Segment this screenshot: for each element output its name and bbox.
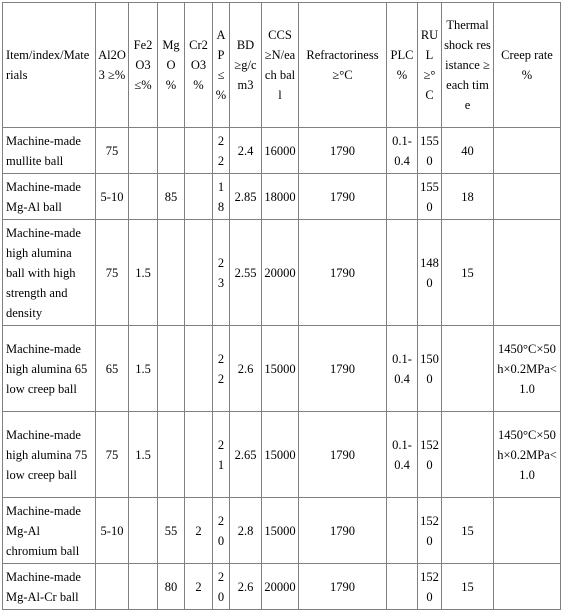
- table-cell: 1480: [418, 220, 442, 326]
- header-creep-rate: Creep rate %: [494, 3, 561, 128]
- table-cell: 1500: [418, 326, 442, 412]
- table-cell: 75: [96, 128, 129, 174]
- table-cell: 65: [96, 326, 129, 412]
- header-thermal-shock: Thermal shock resistance ≥each time: [442, 3, 494, 128]
- table-cell: 18: [213, 174, 230, 220]
- table-cell: [185, 174, 213, 220]
- header-cr2o3: Cr2O3 %: [185, 3, 213, 128]
- table-cell: 2.8: [230, 498, 262, 564]
- table-cell: 5-10: [96, 498, 129, 564]
- table-cell: [96, 564, 129, 610]
- table-cell: 1550: [418, 174, 442, 220]
- header-rul: RUL ≥°C: [418, 3, 442, 128]
- table-row: [3, 220, 561, 326]
- table-row: [3, 128, 561, 174]
- table-cell: 1520: [418, 412, 442, 498]
- header-ccs: CCS ≥N/each ball: [262, 3, 299, 128]
- header-item: Item/index/Materials: [3, 3, 96, 128]
- table-cell: 20: [213, 498, 230, 564]
- table-cell: 0.1-0.4: [387, 128, 418, 174]
- table-cell: 0.1-0.4: [387, 326, 418, 412]
- table-cell: [494, 220, 561, 326]
- table-cell: 1520: [418, 564, 442, 610]
- table-cell: 2.65: [230, 412, 262, 498]
- table-cell: 75: [96, 412, 129, 498]
- row-item-cell: Machine-made mullite ball: [3, 128, 96, 174]
- table-cell: [185, 412, 213, 498]
- header-ap: AP ≤ %: [213, 3, 230, 128]
- table-cell: 1790: [299, 326, 387, 412]
- header-refractoriness: Refractoriness≥°C: [299, 3, 387, 128]
- table-cell: [158, 128, 185, 174]
- table-cell: [129, 174, 158, 220]
- table-cell: 1550: [418, 128, 442, 174]
- table-cell: 1450°C×50h×0.2MPa<1.0: [494, 326, 561, 412]
- table-cell: 15: [442, 564, 494, 610]
- table-cell: 22: [213, 128, 230, 174]
- row-item-cell: Machine-made high alumina 65 low creep ball: [3, 326, 96, 412]
- table-cell: 20: [213, 564, 230, 610]
- header-al2o3: Al2O3 ≥%: [96, 3, 129, 128]
- table-cell: [129, 564, 158, 610]
- table-cell: 75: [96, 220, 129, 326]
- table-cell: 1.5: [129, 220, 158, 326]
- table-cell: 1790: [299, 174, 387, 220]
- table-cell: [494, 498, 561, 564]
- table-cell: 20000: [262, 564, 299, 610]
- table-cell: 15: [442, 220, 494, 326]
- table-row: [3, 412, 561, 498]
- table-cell: 2.85: [230, 174, 262, 220]
- table-cell: [494, 564, 561, 610]
- table-cell: 1450°C×50h×0.2MPa<1.0: [494, 412, 561, 498]
- table-cell: [158, 412, 185, 498]
- table-cell: 1790: [299, 412, 387, 498]
- table-cell: 2.6: [230, 326, 262, 412]
- table-cell: [185, 220, 213, 326]
- row-item-cell: Machine-made Mg-Al chromium ball: [3, 498, 96, 564]
- table-cell: 23: [213, 220, 230, 326]
- table-cell: [387, 564, 418, 610]
- table-cell: [158, 220, 185, 326]
- table-cell: 21: [213, 412, 230, 498]
- table-cell: 15000: [262, 498, 299, 564]
- header-bd: BD ≥g/cm3: [230, 3, 262, 128]
- table-cell: 5-10: [96, 174, 129, 220]
- table-cell: 1790: [299, 128, 387, 174]
- table-cell: 2: [185, 498, 213, 564]
- table-cell: [494, 128, 561, 174]
- table-cell: [494, 174, 561, 220]
- spec-table-container: [2, 2, 561, 610]
- table-cell: 2: [185, 564, 213, 610]
- table-cell: 80: [158, 564, 185, 610]
- table-cell: 85: [158, 174, 185, 220]
- table-cell: 15000: [262, 326, 299, 412]
- table-cell: 15000: [262, 412, 299, 498]
- table-cell: 55: [158, 498, 185, 564]
- table-cell: [158, 326, 185, 412]
- table-row: [3, 564, 561, 610]
- table-cell: 1790: [299, 498, 387, 564]
- table-cell: 2.4: [230, 128, 262, 174]
- table-cell: 18: [442, 174, 494, 220]
- table-cell: 1790: [299, 564, 387, 610]
- table-cell: 1.5: [129, 326, 158, 412]
- table-cell: 2.6: [230, 564, 262, 610]
- table-row: [3, 326, 561, 412]
- row-item-cell: Machine-made high alumina 75 low creep ball: [3, 412, 96, 498]
- table-cell: 40: [442, 128, 494, 174]
- table-cell: 18000: [262, 174, 299, 220]
- table-cell: [387, 498, 418, 564]
- table-cell: 16000: [262, 128, 299, 174]
- row-item-cell: Machine-made Mg-Al-Cr ball: [3, 564, 96, 610]
- table-row: [3, 174, 561, 220]
- table-cell: [387, 220, 418, 326]
- table-cell: 15: [442, 498, 494, 564]
- table-row: [3, 498, 561, 564]
- row-item-cell: Machine-made high alumina ball with high strength and density: [3, 220, 96, 326]
- table-cell: [129, 128, 158, 174]
- table-cell: 22: [213, 326, 230, 412]
- table-cell: [185, 128, 213, 174]
- table-cell: 0.1-0.4: [387, 412, 418, 498]
- header-mgo: MgO %: [158, 3, 185, 128]
- header-row: [3, 3, 561, 128]
- table-cell: 1.5: [129, 412, 158, 498]
- table-cell: [129, 498, 158, 564]
- table-cell: 20000: [262, 220, 299, 326]
- table-cell: [185, 326, 213, 412]
- table-cell: 2.55: [230, 220, 262, 326]
- header-fe2o3: Fe2O3 ≤%: [129, 3, 158, 128]
- row-item-cell: Machine-made Mg-Al ball: [3, 174, 96, 220]
- table-cell: 1790: [299, 220, 387, 326]
- refractory-ball-spec-table: [2, 2, 561, 610]
- header-plc: PLC %: [387, 3, 418, 128]
- table-cell: 1520: [418, 498, 442, 564]
- table-cell: [387, 174, 418, 220]
- table-cell: [442, 412, 494, 498]
- table-cell: [442, 326, 494, 412]
